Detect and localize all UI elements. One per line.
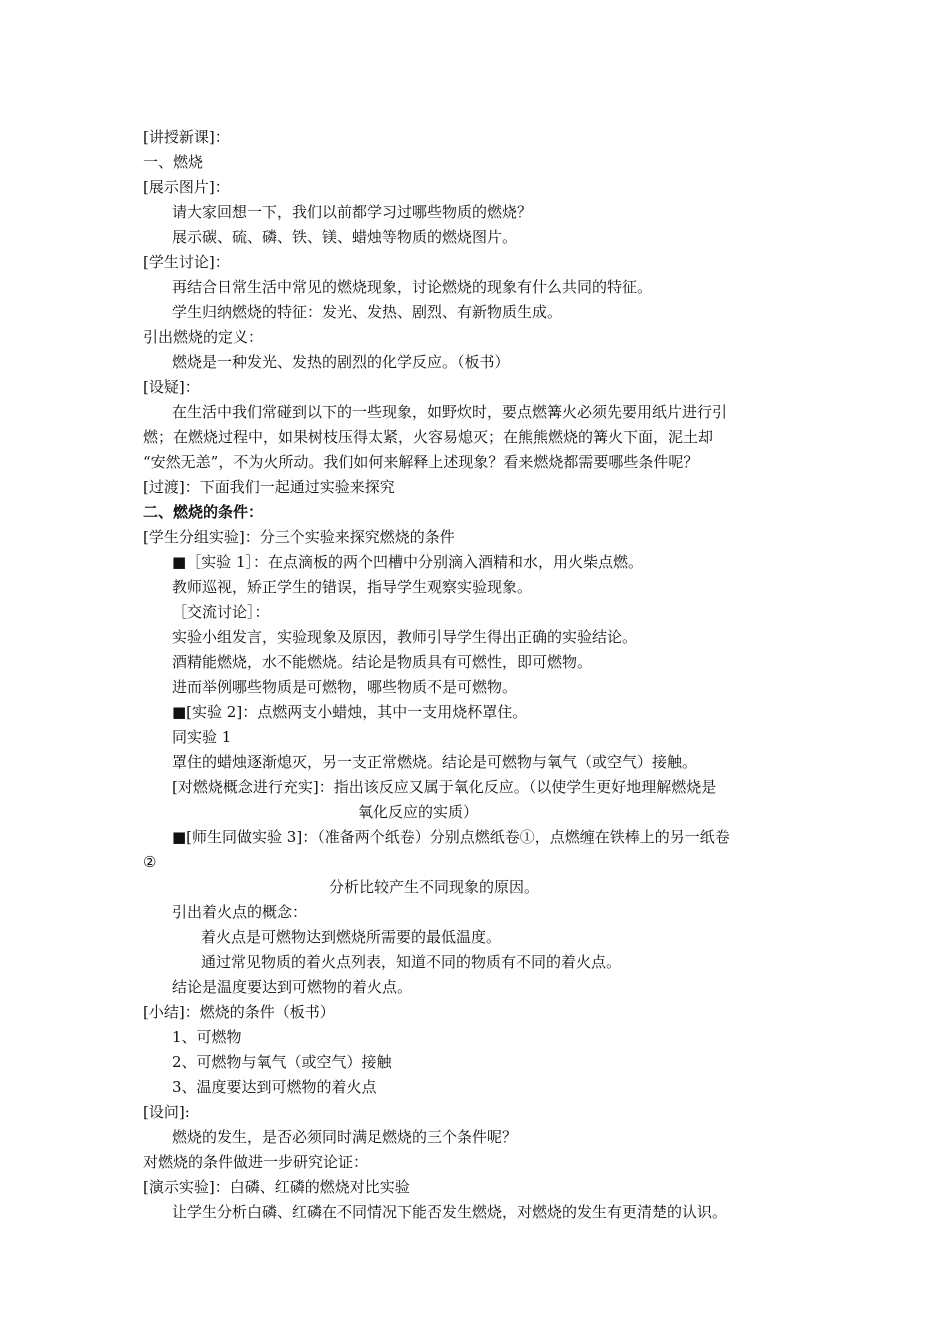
paragraph-line: 酒精能燃烧，水不能燃烧。结论是物质具有可燃性，即可燃物。 xyxy=(172,653,593,671)
paragraph-line: 再结合日常生活中常见的燃烧现象，讨论燃烧的现象有什么共同的特征。 xyxy=(172,278,653,296)
experiment-1-line: ■［实验 1］：在点滴板的两个凹槽中分别滴入酒精和水，用火柴点燃。 xyxy=(172,553,643,571)
paragraph-line: 实验小组发言，实验现象及原因，教师引导学生得出正确的实验结论。 xyxy=(172,628,638,646)
list-item: 3、温度要达到可燃物的着火点 xyxy=(172,1078,377,1096)
paragraph-line: [对燃烧概念进行充实]：指出该反应又属于氧化反应。（以使学生更好地理解燃烧是 xyxy=(172,778,717,796)
heading-combustion: 一、燃烧 xyxy=(143,153,204,171)
section-label-transition: [过渡]：下面我们一起通过实验来探究 xyxy=(143,478,395,496)
paragraph-line: 燃烧的发生，是否必须同时满足燃烧的三个条件呢？ xyxy=(172,1128,518,1146)
paragraph-line: 结论是温度要达到可燃物的着火点。 xyxy=(172,978,413,996)
paragraph-line: 氧化反应的实质） xyxy=(358,803,479,821)
heading-combustion-conditions: 二、燃烧的条件： xyxy=(143,503,264,521)
paragraph-line: 学生归纳燃烧的特征：发光、发热、剧烈、有新物质生成。 xyxy=(172,303,563,321)
paragraph-line: 同实验 1 xyxy=(172,728,232,746)
paragraph-line: 展示碳、硫、磷、铁、镁、蜡烛等物质的燃烧图片。 xyxy=(172,228,518,246)
paragraph-line: 燃；在燃烧过程中，如果树枝压得太紧，火容易熄灭；在熊熊燃烧的篝火下面，泥土却 xyxy=(143,428,714,446)
section-label-exchange-discussion: ［交流讨论］： xyxy=(172,603,270,621)
section-label-show-pictures: [展示图片]： xyxy=(143,178,230,196)
section-label-ask: [设问]: xyxy=(143,1103,190,1121)
paragraph-line: 对燃烧的条件做进一步研究论证： xyxy=(143,1153,369,1171)
paragraph-line: 分析比较产生不同现象的原因。 xyxy=(329,878,540,896)
section-label-new-lesson: [讲授新课]： xyxy=(143,128,230,146)
list-item: 2、可燃物与氧气（或空气）接触 xyxy=(172,1053,392,1071)
definition-line: 着火点是可燃物达到燃烧所需要的最低温度。 xyxy=(201,928,502,946)
paragraph-line: 在生活中我们常碰到以下的一些现象，如野炊时，要点燃篝火必须先要用纸片进行引 xyxy=(172,403,728,421)
paragraph-line: 进而举例哪些物质是可燃物，哪些物质不是可燃物。 xyxy=(172,678,518,696)
section-label-group-experiment: [学生分组实验]：分三个实验来探究燃烧的条件 xyxy=(143,528,455,546)
paragraph-line: 引出燃烧的定义： xyxy=(143,328,264,346)
section-label-student-discussion: [学生讨论]： xyxy=(143,253,230,271)
definition-line: 燃烧是一种发光、发热的剧烈的化学反应。（板书） xyxy=(172,353,510,371)
paragraph-line: 请大家回想一下，我们以前都学习过哪些物质的燃烧？ xyxy=(172,203,533,221)
section-label-summary: [小结]：燃烧的条件（板书） xyxy=(143,1003,335,1021)
section-label-question: [设疑]： xyxy=(143,378,200,396)
paragraph-line: 引出着火点的概念： xyxy=(172,903,308,921)
paragraph-line: 通过常见物质的着火点列表，知道不同的物质有不同的着火点。 xyxy=(201,953,622,971)
paragraph-line: 让学生分析白磷、红磷在不同情况下能否发生燃烧，对燃烧的发生有更清楚的认识。 xyxy=(172,1203,728,1221)
experiment-2-line: ■[实验 2]：点燃两支小蜡烛，其中一支用烧杯罩住。 xyxy=(172,703,528,721)
paragraph-line: ② xyxy=(143,853,157,871)
experiment-3-line: ■[师生同做实验 3]：（准备两个纸卷）分别点燃纸卷①，点燃缠在铁棒上的另一纸卷 xyxy=(172,828,730,846)
paragraph-line: 罩住的蜡烛逐渐熄灭，另一支正常燃烧。结论是可燃物与氧气（或空气）接触。 xyxy=(172,753,698,771)
paragraph-line: 教师巡视，矫正学生的错误，指导学生观察实验现象。 xyxy=(172,578,533,596)
section-label-demo-experiment: [演示实验]：白磷、红磷的燃烧对比实验 xyxy=(143,1178,410,1196)
paragraph-line: “安然无恙”，不为火所动。我们如何来解释上述现象？看来燃烧都需要哪些条件呢？ xyxy=(143,453,699,471)
list-item: 1、可燃物 xyxy=(172,1028,242,1046)
